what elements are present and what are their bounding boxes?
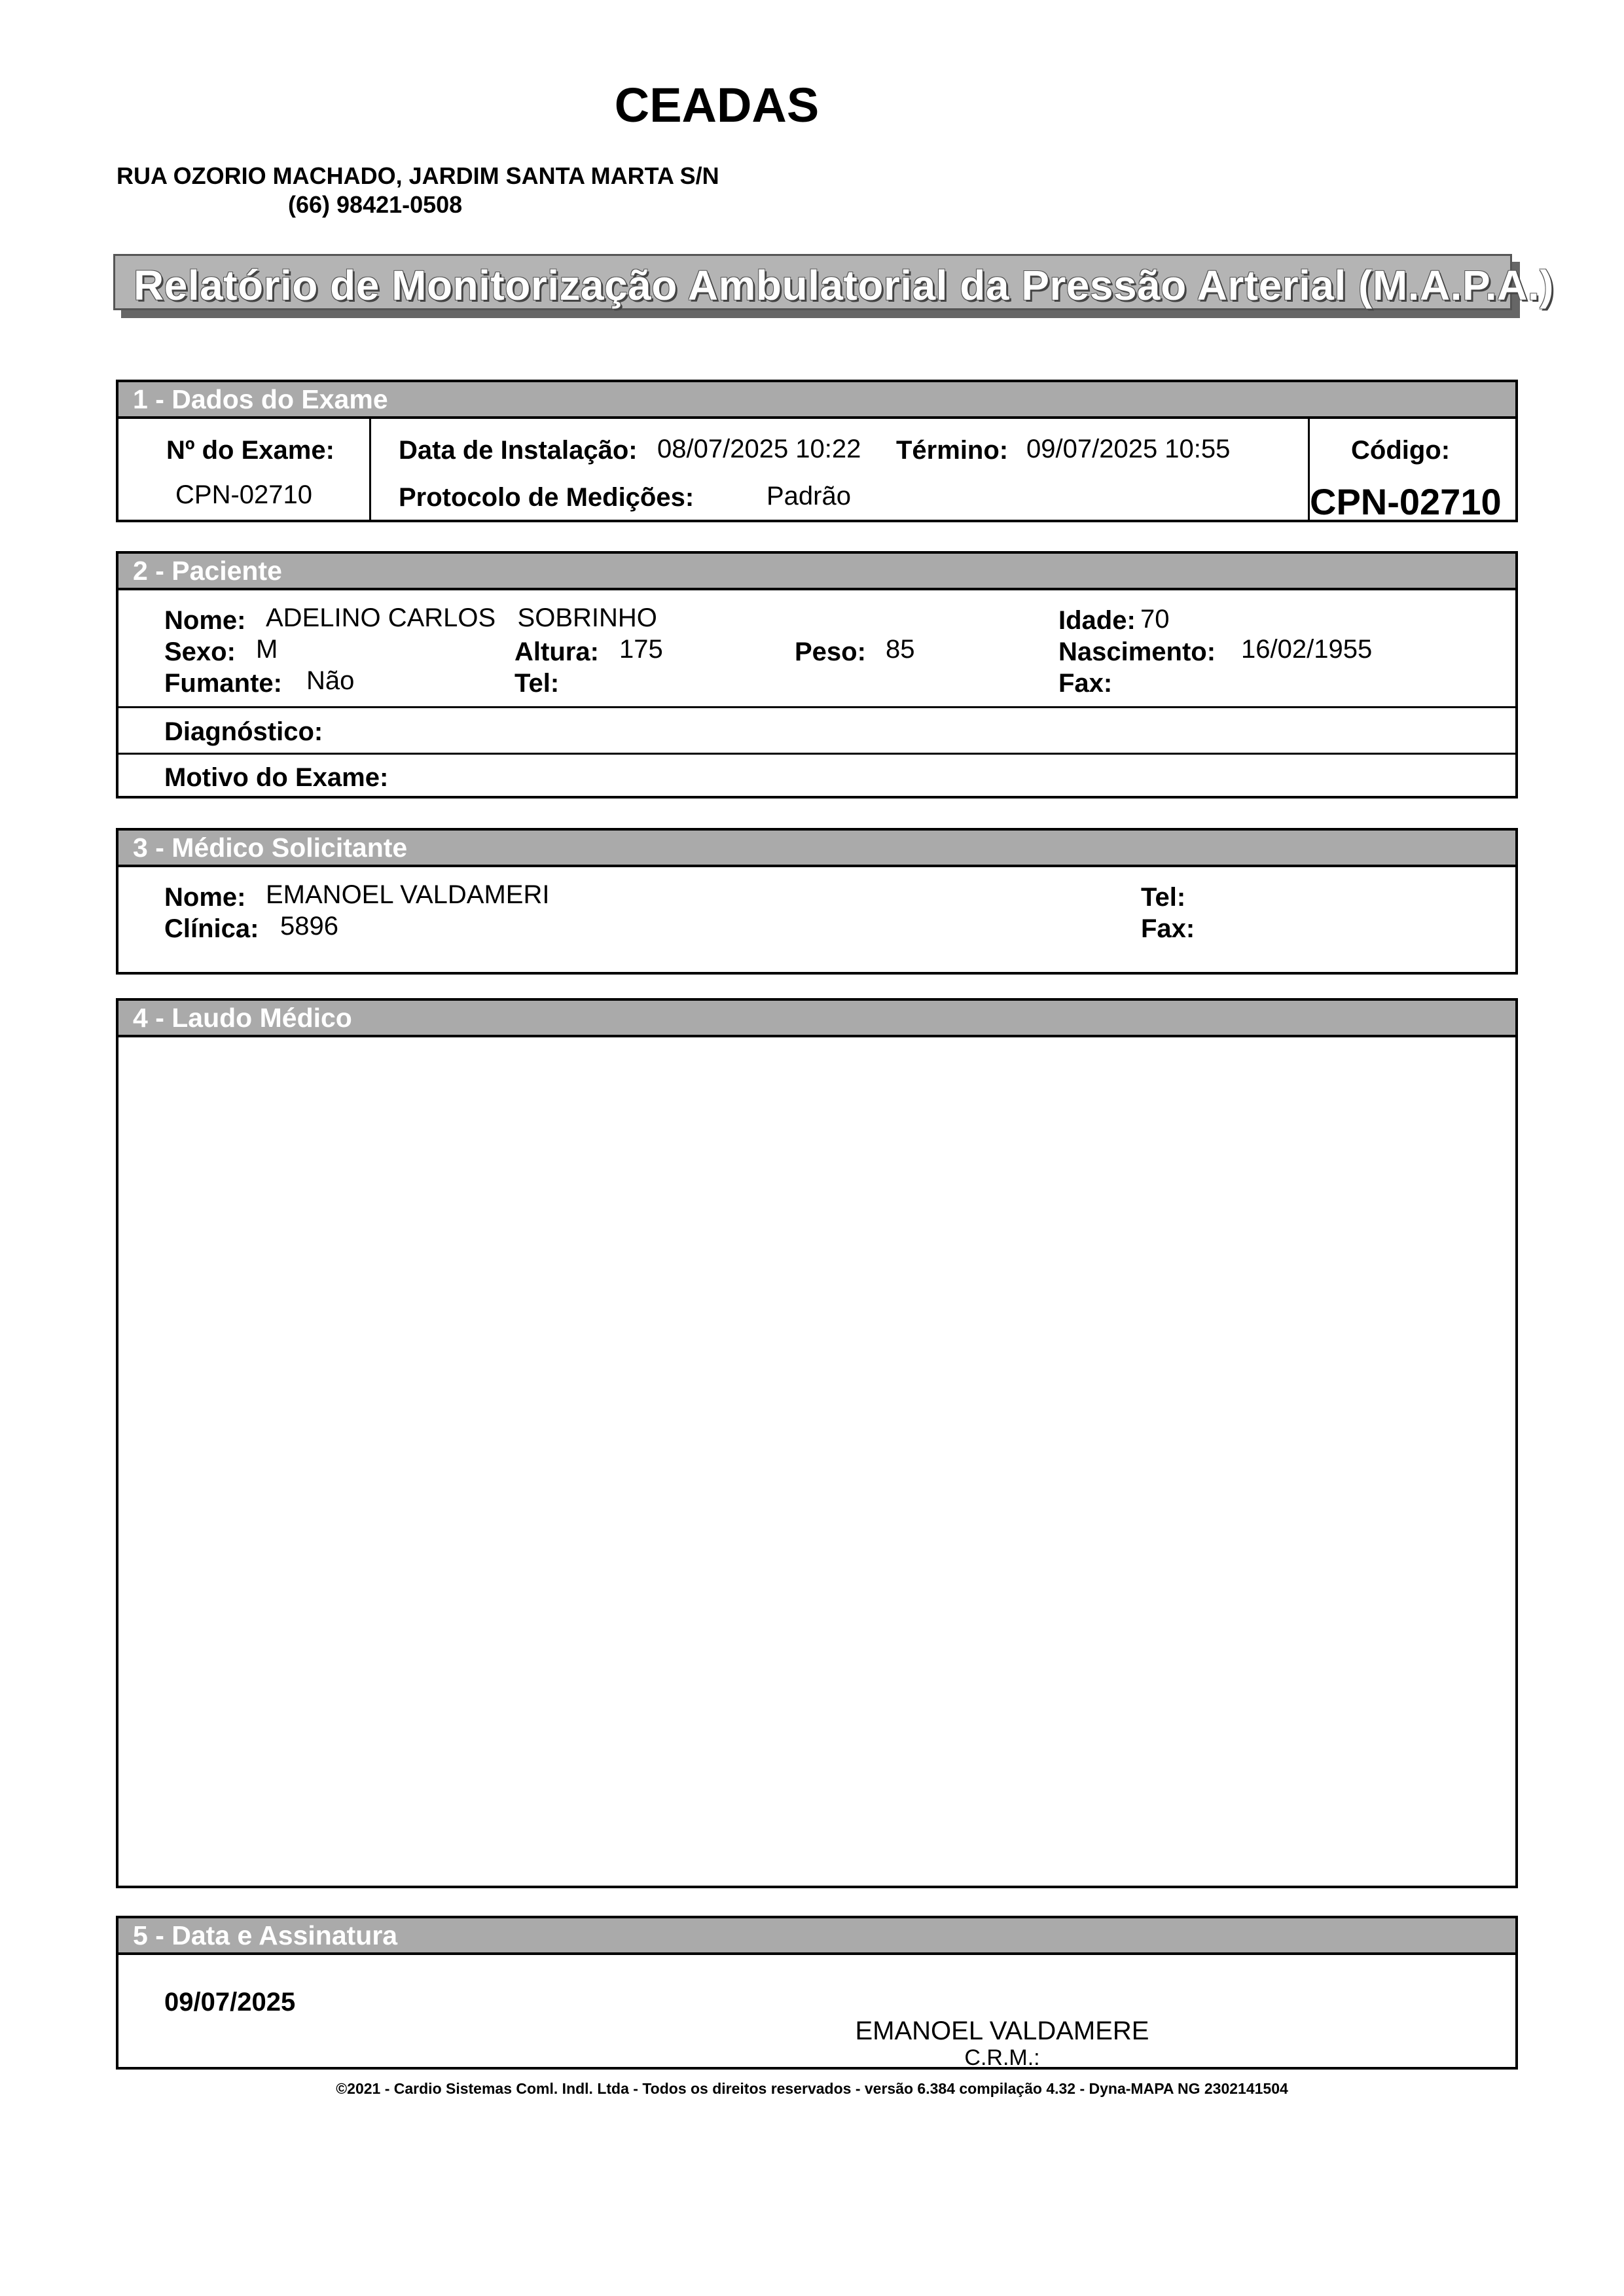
section-date-signature <box>116 1916 1518 2070</box>
patient-name-value: ADELINO CARLOS SOBRINHO <box>266 603 657 632</box>
code-label: Código: <box>1351 436 1451 465</box>
code-value: CPN-02710 <box>1310 481 1502 522</box>
doctor-name-value: EMANOEL VALDAMERI <box>266 880 550 909</box>
exam-reason-label: Motivo do Exame: <box>164 763 389 792</box>
divider <box>369 419 371 520</box>
patient-tel-label: Tel: <box>514 669 560 698</box>
patient-weight-label: Peso: <box>795 637 866 666</box>
signature-date: 09/07/2025 <box>164 1988 296 2017</box>
patient-fax-label: Fax: <box>1058 669 1113 698</box>
patient-birth-value: 16/02/1955 <box>1241 635 1373 664</box>
signature-crm-label: C.R.M.: <box>964 2045 1040 2070</box>
clinic-address: RUA OZORIO MACHADO, JARDIM SANTA MARTA S/N <box>117 162 719 189</box>
divider <box>118 753 1515 755</box>
doctor-fax-label: Fax: <box>1141 914 1195 943</box>
signature-doctor-name: EMANOEL VALDAMERE <box>855 2017 1149 2045</box>
section-requesting-doctor <box>116 828 1518 975</box>
medical-report-body[interactable] <box>118 1037 1515 1886</box>
patient-name-label: Nome: <box>164 606 246 635</box>
patient-sex-value: M <box>256 635 278 664</box>
section-exam-data <box>116 380 1518 522</box>
report-title: Relatório de Monitorização Ambulatorial da Pressão Arterial (M.A.P.A.) <box>134 262 1554 309</box>
end-date-label: Término: <box>896 436 1009 465</box>
patient-weight-value: 85 <box>886 635 915 664</box>
section-title: 1 - Dados do Exame <box>118 382 1515 419</box>
patient-birth-label: Nascimento: <box>1058 637 1216 666</box>
patient-smoker-value: Não <box>306 666 355 695</box>
diagnosis-label: Diagnóstico: <box>164 717 323 746</box>
section-patient <box>116 551 1518 798</box>
exam-number-value: CPN-02710 <box>175 480 313 509</box>
patient-sex-label: Sexo: <box>164 637 236 666</box>
end-date-value: 09/07/2025 10:55 <box>1026 435 1231 463</box>
install-date-value: 08/07/2025 10:22 <box>657 435 861 463</box>
section-medical-report <box>116 998 1518 1888</box>
doctor-clinic-value: 5896 <box>280 912 338 941</box>
report-title-banner <box>113 254 1554 310</box>
divider <box>118 706 1515 708</box>
section-title: 3 - Médico Solicitante <box>118 831 1515 867</box>
exam-number-label: Nº do Exame: <box>166 436 334 465</box>
clinic-name: CEADAS <box>614 78 820 132</box>
doctor-tel-label: Tel: <box>1141 883 1186 912</box>
doctor-name-label: Nome: <box>164 883 246 912</box>
doctor-clinic-label: Clínica: <box>164 914 259 943</box>
patient-smoker-label: Fumante: <box>164 669 282 698</box>
protocol-value: Padrão <box>767 482 851 511</box>
patient-age-label: Idade: <box>1058 606 1136 635</box>
section-title: 2 - Paciente <box>118 554 1515 590</box>
patient-height-value: 175 <box>619 635 663 664</box>
install-date-label: Data de Instalação: <box>399 436 638 465</box>
clinic-phone: (66) 98421-0508 <box>288 191 463 218</box>
patient-height-label: Altura: <box>514 637 599 666</box>
protocol-label: Protocolo de Medições: <box>399 483 695 512</box>
section-title: 5 - Data e Assinatura <box>118 1918 1515 1955</box>
section-title: 4 - Laudo Médico <box>118 1001 1515 1037</box>
footer-copyright: ©2021 - Cardio Sistemas Coml. Indl. Ltda - Todos os direitos reservados - versão 6.384 compilação 4.32 - Dyna-MAPA NG 2302141504 <box>336 2080 1288 2097</box>
patient-age-value: 70 <box>1140 605 1170 634</box>
